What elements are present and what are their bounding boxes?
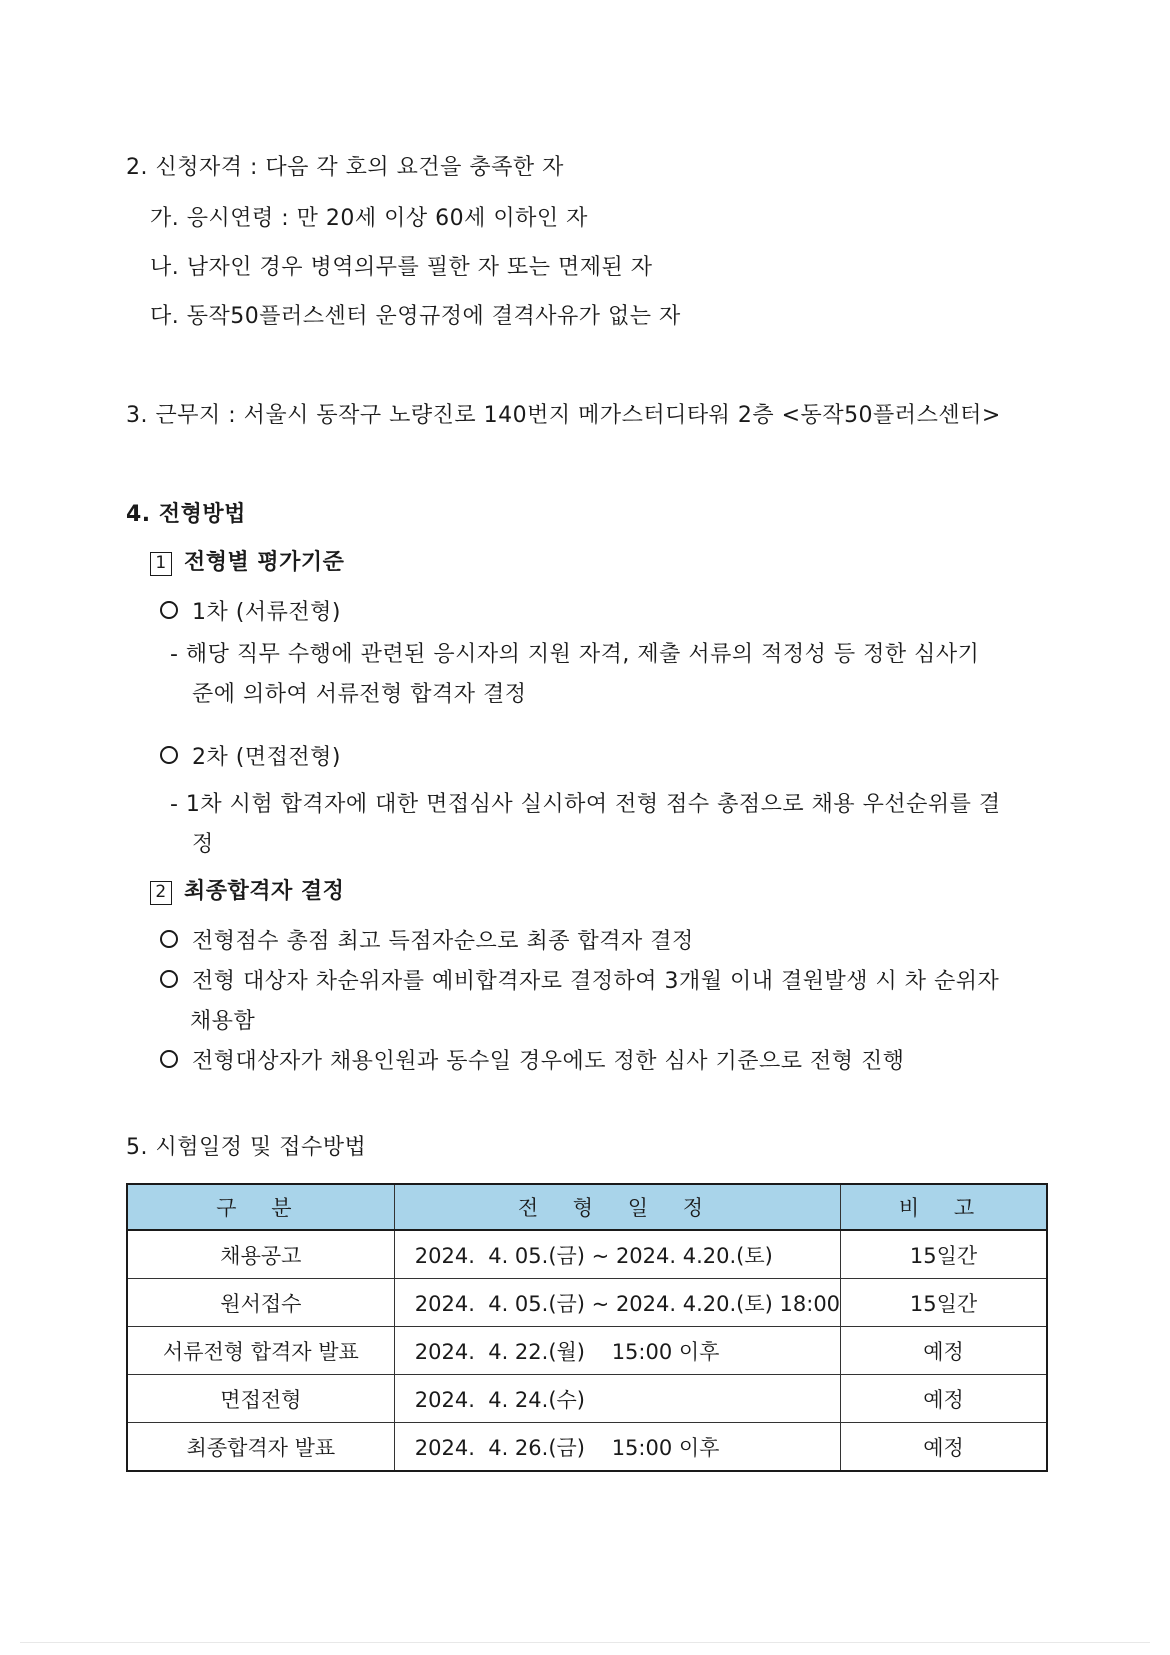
final-bullet-3-text: 전형대상자가 채용인원과 동수일 경우에도 정한 심사 기준으로 전형 진행 xyxy=(192,1049,905,1074)
final-bullet-2-text: 전형 대상자 차순위자를 예비합격자로 결정하여 3개월 이내 결원발생 시 차 순위자 xyxy=(192,969,1000,994)
cell-category: 면접전형 xyxy=(127,1375,394,1423)
final-bullet-1 xyxy=(160,927,694,957)
cell-category: 원서접수 xyxy=(127,1279,394,1327)
cell-category: 채용공고 xyxy=(127,1230,394,1279)
header-remarks: 비 고 xyxy=(841,1184,1047,1230)
section5-title: 5. 시험일정 및 접수방법 xyxy=(126,1135,367,1160)
table-row xyxy=(127,1423,1047,1472)
section4-sub2-heading xyxy=(150,877,344,907)
second-round-desc-line1: - 1차 시험 합격자에 대한 면접심사 실시하여 전형 점수 총점으로 채용 우선순위를 결 xyxy=(170,792,1001,817)
sub2-title: 최종합격자 결정 xyxy=(184,879,345,904)
section2-title-text: 2. 신청자격 : 다음 각 호의 요건을 충족한 자 xyxy=(126,155,564,180)
first-round-desc-line2: 준에 의하여 서류전형 합격자 결정 xyxy=(192,682,527,707)
cell-remarks: 예정 xyxy=(841,1375,1047,1423)
sub1-number-box: 1 xyxy=(150,552,172,576)
circle-bullet-icon xyxy=(160,746,178,764)
circle-bullet-icon xyxy=(160,1050,178,1068)
cell-category: 최종합격자 발표 xyxy=(127,1423,394,1472)
final-bullet-1-text: 전형점수 총점 최고 득점자순으로 최종 합격자 결정 xyxy=(192,929,694,954)
final-bullet-3 xyxy=(160,1047,905,1077)
circle-bullet-icon xyxy=(160,970,178,988)
circle-bullet-icon xyxy=(160,930,178,948)
cell-schedule: 2024. 4. 26.(금) 15:00 이후 xyxy=(394,1423,840,1472)
section2-item-2: 나. 남자인 경우 병역의무를 필한 자 또는 면제된 자 xyxy=(150,255,653,280)
sub1-title: 전형별 평가기준 xyxy=(184,550,345,575)
header-category: 구 분 xyxy=(127,1184,394,1230)
table-row xyxy=(127,1279,1047,1327)
cell-remarks: 예정 xyxy=(841,1327,1047,1375)
section2-item-3: 다. 동작50플러스센터 운영규정에 결격사유가 없는 자 xyxy=(150,304,681,329)
table-row xyxy=(127,1375,1047,1423)
cell-category: 서류전형 합격자 발표 xyxy=(127,1327,394,1375)
table-row xyxy=(127,1230,1047,1279)
section2-title xyxy=(126,153,564,183)
cell-schedule: 2024. 4. 22.(월) 15:00 이후 xyxy=(394,1327,840,1375)
cell-remarks: 15일간 xyxy=(841,1279,1047,1327)
section4-sub1-heading xyxy=(150,548,344,578)
final-bullet-2 xyxy=(160,967,999,997)
table-header-row xyxy=(127,1184,1047,1230)
circle-bullet-icon xyxy=(160,601,178,619)
first-round-desc-line1: - 해당 직무 수행에 관련된 응시자의 지원 자격, 제출 서류의 적정성 등 정한 심사기 xyxy=(170,642,980,667)
first-round-title: 1차 (서류전형) xyxy=(192,600,341,625)
second-round-desc-line2: 정 xyxy=(192,832,214,857)
first-round-heading xyxy=(160,598,341,628)
schedule-table xyxy=(126,1183,1048,1472)
section4-title: 4. 전형방법 xyxy=(126,502,246,527)
header-schedule: 전 형 일 정 xyxy=(394,1184,840,1230)
section2-item-1: 가. 응시연령 : 만 20세 이상 60세 이하인 자 xyxy=(150,206,588,231)
final-bullet-2-cont: 채용함 xyxy=(190,1009,256,1034)
cell-schedule: 2024. 4. 24.(수) xyxy=(394,1375,840,1423)
cell-schedule: 2024. 4. 05.(금) ~ 2024. 4.20.(토) xyxy=(394,1230,840,1279)
scan-edge-divider xyxy=(20,1642,1150,1643)
cell-remarks: 15일간 xyxy=(841,1230,1047,1279)
cell-remarks: 예정 xyxy=(841,1423,1047,1472)
section3-title: 3. 근무지 : 서울시 동작구 노량진로 140번지 메가스터디타워 2층 <동작50플러스센터> xyxy=(126,403,1001,428)
cell-schedule: 2024. 4. 05.(금) ~ 2024. 4.20.(토) 18:00 xyxy=(394,1279,840,1327)
second-round-title: 2차 (면접전형) xyxy=(192,745,341,770)
second-round-heading xyxy=(160,743,341,773)
sub2-number-box: 2 xyxy=(150,881,172,905)
table-row xyxy=(127,1327,1047,1375)
